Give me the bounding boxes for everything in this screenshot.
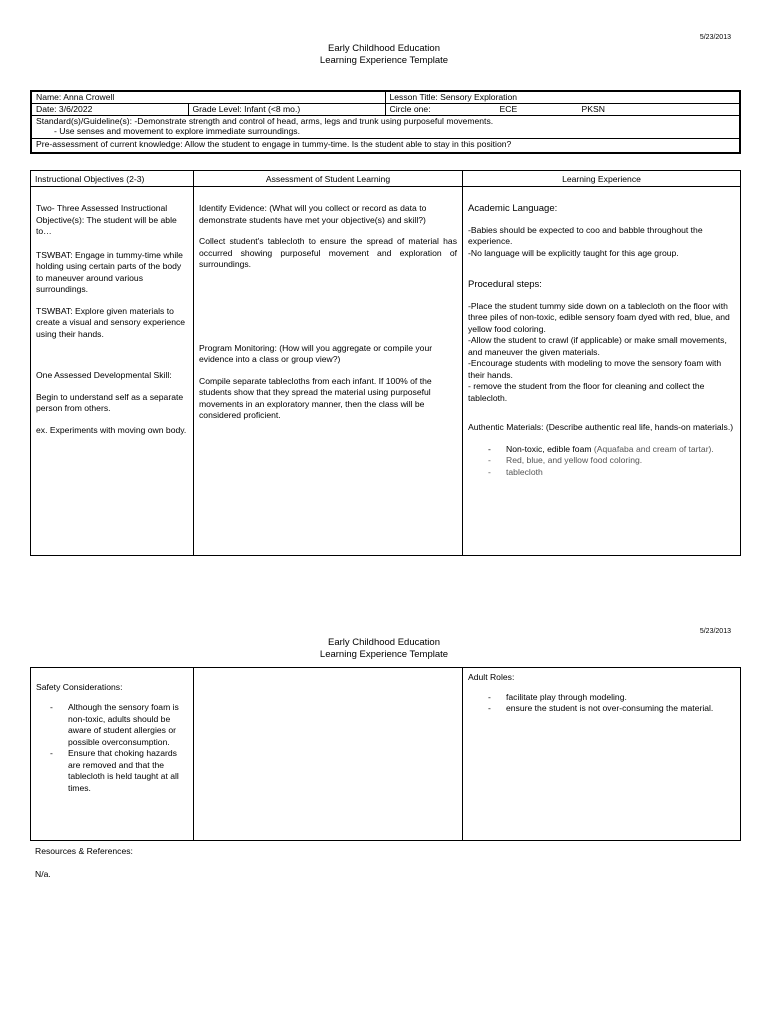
name-field: Name: Anna Crowell [31,91,385,104]
objective-tswbat-1: TSWBAT: Engage in tummy-time while holding using certain parts of the body to maneuver around various surroundings. [36,249,183,294]
developmental-skill-example: ex. Experiments with moving own body. [36,424,187,435]
safety-item [50,748,188,794]
developmental-skill: Begin to understand self as a separate person from others. [36,391,184,413]
role-item [488,692,735,704]
authentic-materials-heading: Authentic Materials: (Describe authentic real life, hands-on materials.) [468,422,734,432]
safety-heading: Safety Considerations: [36,682,123,692]
procedural-steps-heading: Procedural steps: [468,279,542,290]
resources-value: N/a. [35,869,51,879]
material-coloring: Red, blue, and yellow food coloring. [506,455,643,465]
procedural-step-3: -Encourage students with modeling to move the sensory foam with their hands. [468,358,722,380]
learning-experience-table [30,170,741,556]
resources-heading: Resources & References: [35,846,133,856]
material-tablecloth: tablecloth [506,466,543,477]
column-header-experience: Learning Experience [463,171,741,187]
circle-one-label: Circle one: [389,104,431,114]
objective-tswbat-2: TSWBAT: Explore given materials to create a visual and sensory experience using their hands. [36,305,186,339]
role-text-2: ensure the student is not over-consuming the material. [506,703,714,713]
objectives-cell [31,187,194,556]
circle-one-field [385,104,740,116]
document-title [0,43,768,67]
date-field: Date: 3/6/2022 [31,104,188,116]
academic-language-1: -Babies should be expected to coo and babble throughout the experience. [468,224,703,246]
procedural-step-2: -Allow the student to crawl (if applicable) or make small movements, and maneuver the given materials. [468,335,727,357]
developmental-skill-heading: One Assessed Developmental Skill: [36,370,172,380]
page-2-date: 5/23/2013 [699,628,731,635]
grade-level-field: Grade Level: Infant (<8 mo.) [188,104,385,116]
adult-roles-heading: Adult Roles: [468,672,515,682]
material-foam-detail: (Aquafaba and cream of tartar). [593,443,714,454]
adult-roles-cell [463,668,741,841]
role-item [488,703,735,715]
column-header-assessment: Assessment of Student Learning [194,171,463,187]
column-header-objectives: Instructional Objectives (2-3) [31,171,194,187]
pksn-option: PKSN [581,104,605,114]
adult-roles-list [468,692,735,715]
procedural-step-1: -Place the student tummy side down on a tablecloth on the floor with three piles of non-toxic, edible sensory foam dyed with red, blue, and yellow food coloring. [468,300,730,334]
program-monitoring-prompt: Program Monitoring: (How will you aggregate or compile your evidence into a class or group view?) [199,342,433,364]
standards-field [31,116,740,139]
material-foam: Non-toxic, edible foam [506,443,592,454]
assessment-cell [194,187,463,556]
experience-cell [463,187,741,556]
lesson-header-table [30,90,741,154]
safety-item [50,702,188,748]
role-text-1: facilitate play through modeling. [506,691,627,702]
page-2-title-line-2: Learning Experience Template [319,649,449,660]
ece-option: ECE [499,104,518,114]
title-line-2: Learning Experience Template [319,55,449,66]
evidence-collection: Collect student's tablecloth to ensure the spread of material has occurred showing purposeful movement and exploration of surroundings. [199,236,457,269]
page-date: 5/23/2013 [699,34,731,41]
safety-text-2: Ensure that choking hazards are removed and that the tablecloth is held taught at all times. [68,748,179,793]
pre-assessment-field: Pre-assessment of current knowledge: Allow the student to engage in tummy-time. Is the student able to stay in this position? [31,139,740,154]
page-2-title-line-1: Early Childhood Education [328,637,440,648]
identify-evidence-prompt: Identify Evidence: (What will you collect or record as data to demonstrate students have met your objective(s) and skill?) [199,203,427,225]
material-item [488,467,735,479]
safety-cell [31,668,194,841]
page-2-title [0,637,768,661]
empty-cell [194,668,463,841]
material-item [488,455,735,467]
considerations-table [30,667,741,841]
lesson-title-field: Lesson Title: Sensory Exploration [385,91,740,104]
material-item [488,444,735,456]
materials-list [468,444,735,479]
procedural-step-4: - remove the student from the floor for cleaning and collect the tablecloth. [468,381,705,403]
standards-bullet: - Use senses and movement to explore immediate surroundings. [54,126,300,136]
standards-text: Standard(s)/Guideline(s): -Demonstrate strength and control of head, arms, legs and trunk using purposeful movements. [36,116,494,126]
academic-language-2: -No language will be explicitly taught for this age group. [468,247,679,258]
safety-text-1: Although the sensory foam is non-toxic, adults should be aware of student allergies or possible overconsumption. [68,702,179,747]
program-monitoring-answer: Compile separate tablecloths from each infant. If 100% of the students show that they spread the material using purposeful movements in an exploratory manner, then the class will be considered proficient. [199,375,432,420]
objectives-intro: Two- Three Assessed Instructional Objective(s): The student will be able to… [36,203,177,236]
title-line-1: Early Childhood Education [328,43,440,54]
academic-language-heading: Academic Language: [468,203,558,214]
safety-list [36,702,188,794]
